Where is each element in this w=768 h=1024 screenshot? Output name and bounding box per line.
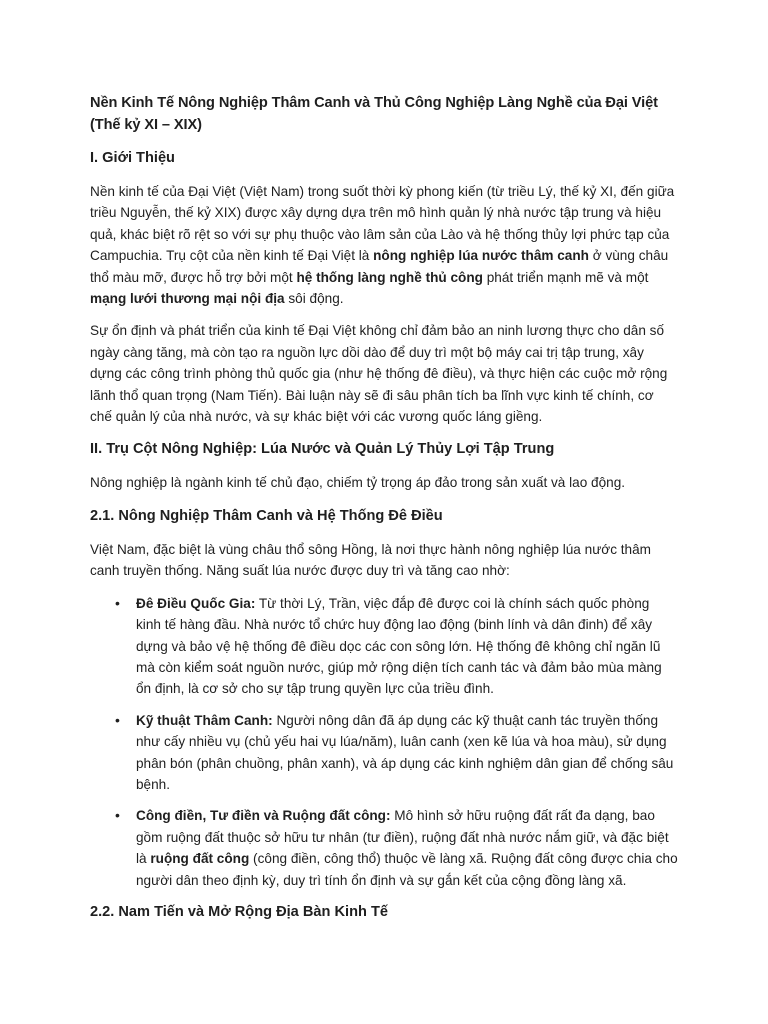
- text-run: ở vùng châu thổ màu mỡ, được hỗ trợ bởi một: [90, 248, 669, 285]
- bullet-icon: •: [115, 711, 120, 728]
- document-page: [90, 92, 678, 935]
- bold-term: hệ thống làng nghề thủ công: [296, 269, 483, 285]
- intro-paragraph-1: [90, 181, 678, 309]
- text-run: sôi động.: [284, 291, 344, 307]
- text-run: Mô hình sở hữu ruộng đất rất đa dạng, bao gồm ruộng đất thuộc sở hữu tư nhân (tư điền), ruộng đất nhà nước nắm giữ, và đặc biệt là: [136, 808, 669, 867]
- bullet-list: [90, 593, 678, 891]
- list-item: [115, 805, 678, 891]
- intro-paragraph-2: Sự ổn định và phát triển của kinh tế Đại Việt không chỉ đảm bảo an ninh lương thực cho dân số ngày càng tăng, mà còn tạo ra nguồn lực dồi dào để duy trì một bộ máy cai trị tập trung, xây dựng các công trình phòng thủ quốc gia (như hệ thống đê điều), và thực hiện các cuộc mở rộng lãnh thổ quan trọng (Nam Tiến). Bài luận này sẽ đi sâu phân tích ba lĩnh vực kinh tế chính, cơ chế quản lý của nhà nước, và sự khác biệt với các vương quốc láng giềng.: [90, 323, 668, 425]
- bold-term: ruộng đất công: [150, 851, 250, 867]
- bold-term: Kỹ thuật Thâm Canh:: [136, 712, 273, 728]
- bold-term: Đê Điều Quốc Gia:: [136, 595, 256, 611]
- text-run: (công điền, công thổ) thuộc về làng xã. Ruộng đất công được chia cho người dân theo định kỳ, duy trì tính ổn định và sự gắn kết của cộng đồng làng xã.: [136, 851, 678, 888]
- subsection-2-1-paragraph: Việt Nam, đặc biệt là vùng châu thổ sông Hồng, là nơi thực hành nông nghiệp lúa nước thâm canh truyền thống. Năng suất lúa nước được duy trì và tăng cao nhờ:: [90, 541, 652, 579]
- text-run: Từ thời Lý, Trần, việc đắp đê được coi là chính sách quốc phòng kinh tế hàng đầu. Nhà nước tổ chức huy động lao động (binh lính và dân đinh) để xây dựng và bảo vệ hệ thống đê điều dọc các con sông lớn. Hệ thống đê không chỉ ngăn lũ mà còn kiểm soát nguồn nước, giúp mở rộng diện tích canh tác và đảm bảo mùa màng ổn định, là cơ sở cho sự tập trung quyền lực của triều đình.: [136, 595, 662, 697]
- bold-term: Công điền, Tư điền và Ruộng đất công:: [136, 808, 391, 824]
- list-item: [115, 593, 678, 700]
- section-heading-introduction: I. Giới Thiệu: [90, 150, 175, 166]
- agriculture-paragraph: Nông nghiệp là ngành kinh tế chủ đạo, chiếm tỷ trọng áp đảo trong sản xuất và lao động.: [90, 475, 626, 491]
- text-run: Người nông dân đã áp dụng các kỹ thuật canh tác truyền thống như cấy nhiều vụ (chủ yếu hai vụ lúa/năm), luân canh (xen kẽ lúa và hoa màu), sử dụng phân bón (phân chuồng, phân xanh), và áp dụng các kinh nghiệm dân gian để chống sâu bệnh.: [136, 712, 674, 792]
- text-run: Nền kinh tế của Đại Việt (Việt Nam) trong suốt thời kỳ phong kiến (từ triều Lý, thế kỷ XI, đến giữa triều Nguyễn, thế kỷ XIX) được xây dựng dựa trên mô hình quản lý nhà nước tập trung và hiệu quả, khác biệt rõ rệt so với sự phụ thuộc vào lâm sản của Lào và hệ thống thủy lợi phức tạp của Campuchia. Trụ cột của nền kinh tế Đại Việt là: [90, 184, 675, 264]
- bullet-icon: •: [115, 807, 120, 824]
- subsection-heading-2-2: 2.2. Nam Tiến và Mở Rộng Địa Bàn Kinh Tế: [90, 903, 388, 920]
- text-run: phát triển mạnh mẽ và một: [482, 269, 649, 285]
- bullet-icon: •: [115, 594, 120, 611]
- bold-term: mạng lưới thương mại nội địa: [90, 291, 285, 307]
- bold-term: nông nghiệp lúa nước thâm canh: [373, 248, 589, 264]
- subsection-heading-2-1: 2.1. Nông Nghiệp Thâm Canh và Hệ Thống Đê Điều: [90, 507, 443, 524]
- document-title: Nền Kinh Tế Nông Nghiệp Thâm Canh và Thủ Công Nghiệp Làng Nghề của Đại Việt (Thế kỷ XI – XIX): [90, 95, 658, 133]
- section-heading-agriculture: II. Trụ Cột Nông Nghiệp: Lúa Nước và Quản Lý Thủy Lợi Tập Trung: [90, 441, 555, 458]
- list-item: [115, 710, 678, 796]
